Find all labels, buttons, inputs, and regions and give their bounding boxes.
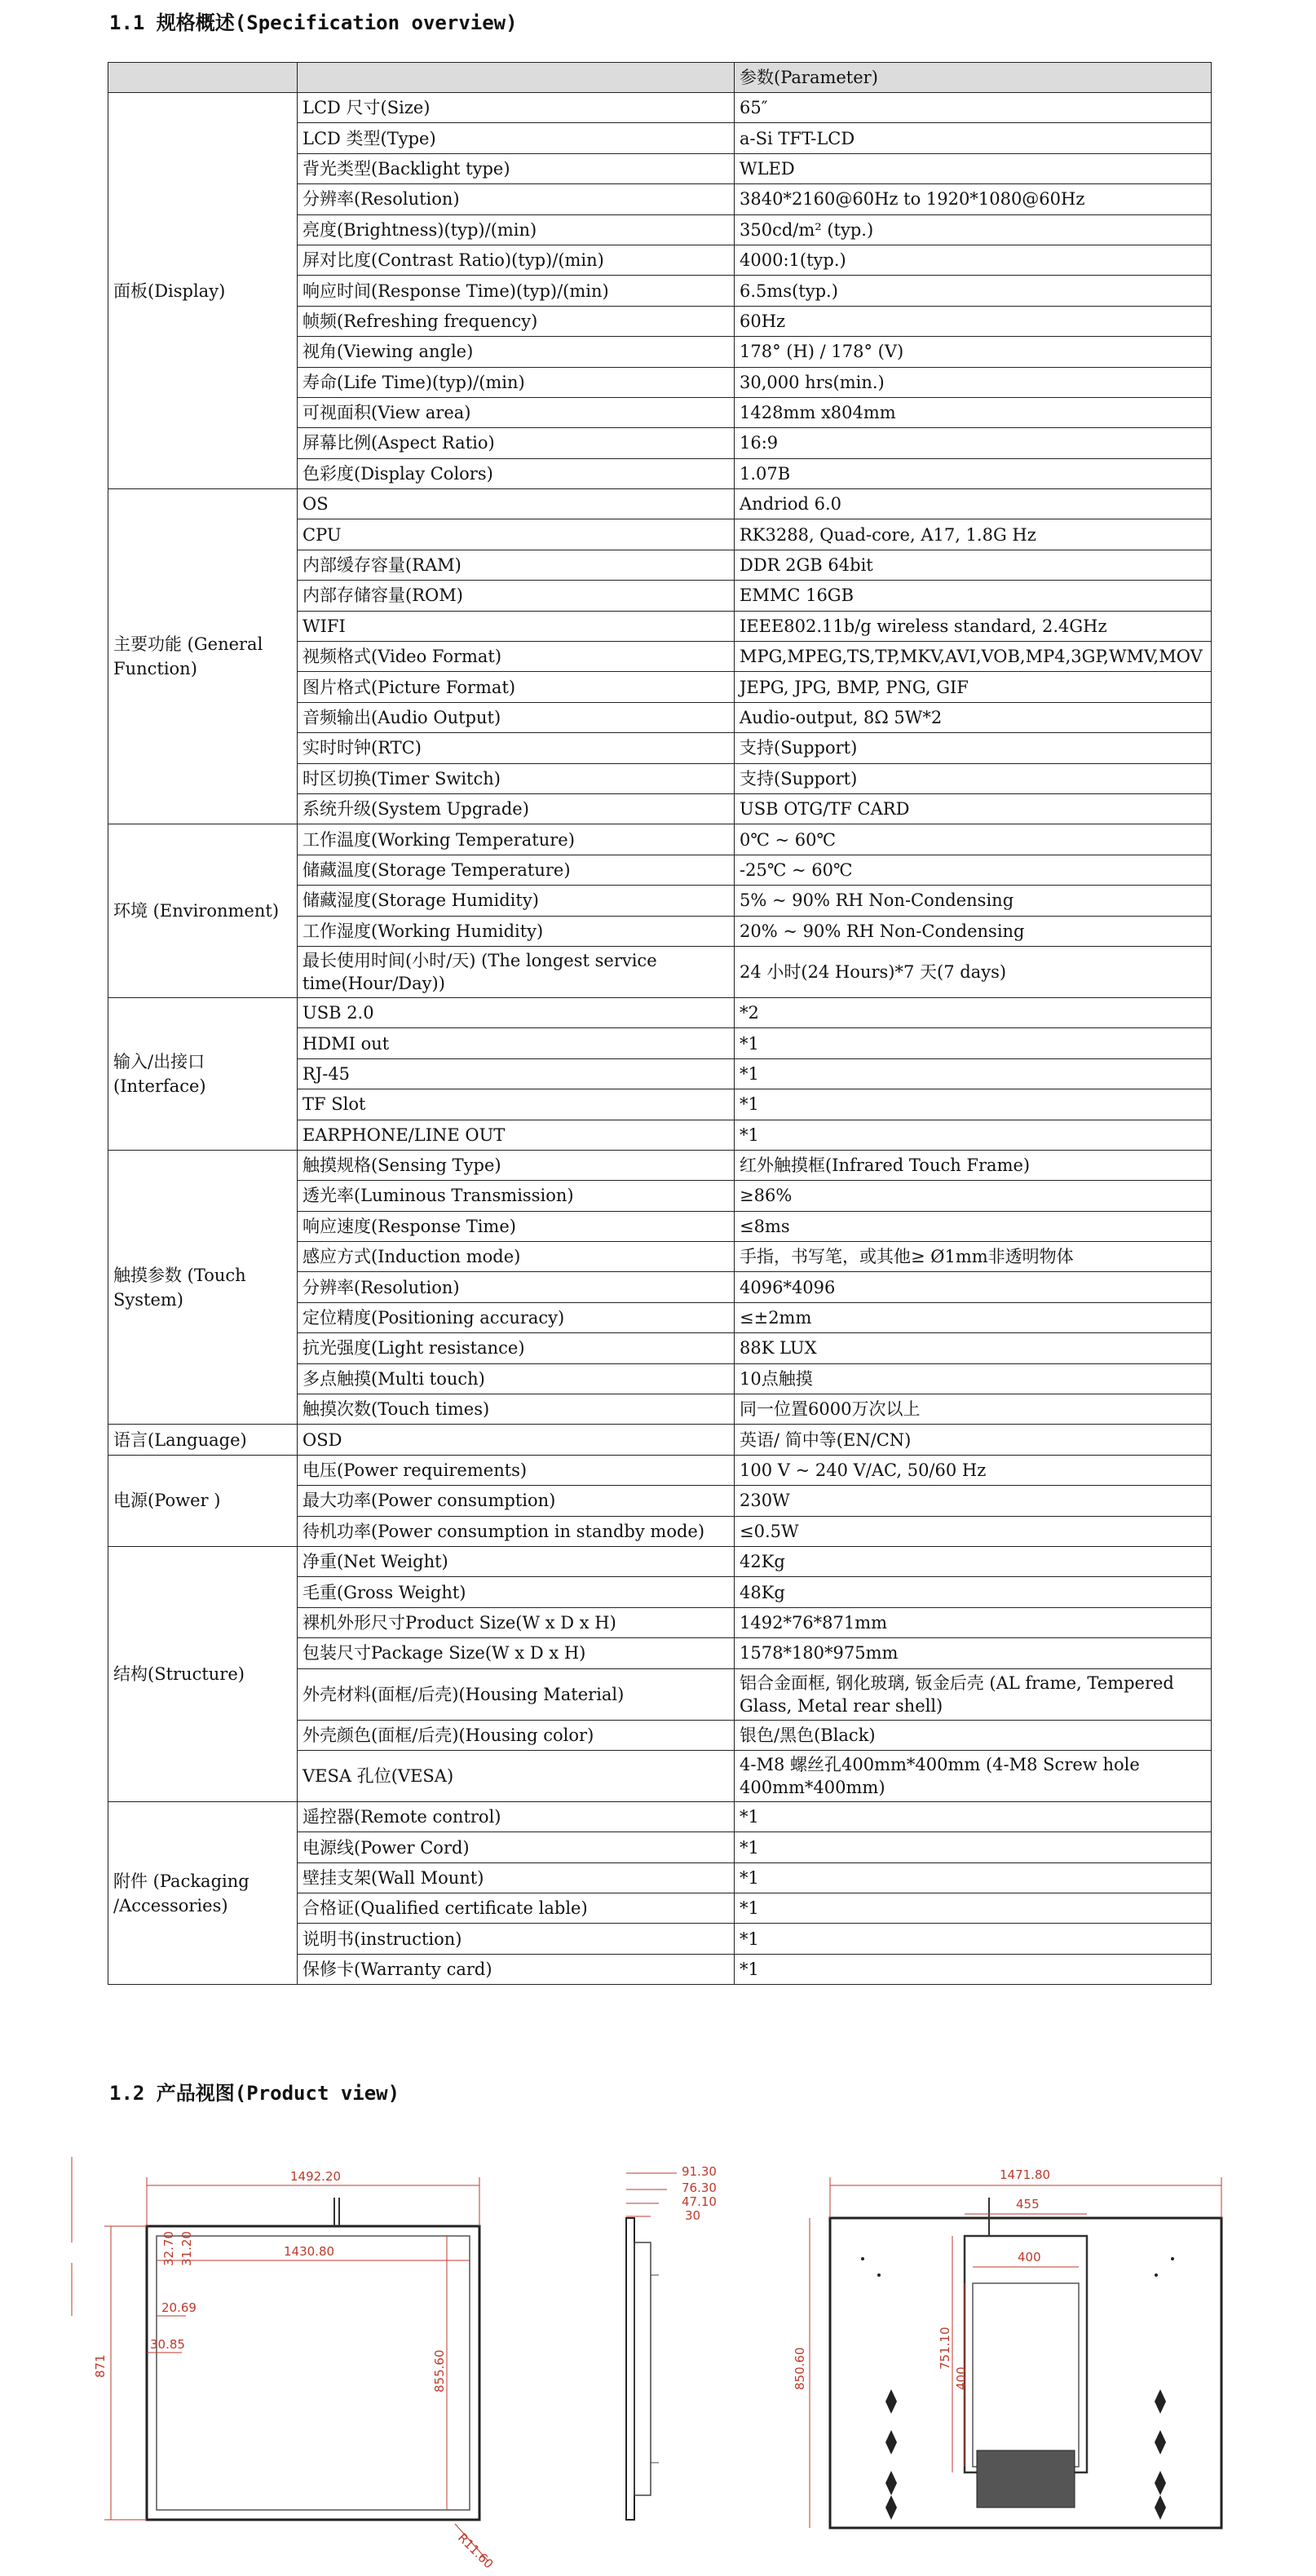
spec-item: 响应时间(Response Time)(typ)/(min) [298, 276, 735, 306]
spec-item: 背光类型(Backlight type) [298, 153, 735, 183]
front-width-label: 1492.20 [290, 2169, 342, 2184]
spec-value: 英语/ 简中等(EN/CN) [735, 1425, 1212, 1455]
spec-category: 电源(Power ) [108, 1455, 298, 1546]
front-side2-label: 30.85 [150, 2337, 185, 2352]
spec-value: 0℃ ~ 60℃ [735, 824, 1212, 855]
spec-row [108, 93, 1212, 123]
spec-value: Audio-output, 8Ω 5W*2 [735, 702, 1212, 732]
spec-item: WIFI [298, 611, 735, 641]
spec-value: USB OTG/TF CARD [735, 793, 1212, 824]
spec-value: *2 [735, 997, 1212, 1027]
spec-value: 铝合金面框, 钢化玻璃, 钣金后壳 (AL frame, Tempered Glass, Metal rear shell) [735, 1668, 1212, 1720]
spec-value: 60Hz [735, 306, 1212, 336]
spec-item: 系统升级(System Upgrade) [298, 793, 735, 824]
spec-value: IEEE802.11b/g wireless standard, 2.4GHz [735, 611, 1212, 641]
spec-value: 65″ [735, 93, 1212, 123]
front-side1-label: 20.69 [161, 2300, 197, 2315]
spec-item: OSD [298, 1425, 735, 1455]
front-top1-label: 32.70 [161, 2231, 176, 2266]
spec-row [108, 1425, 1212, 1455]
back-view-drawing [793, 2167, 1221, 2528]
spec-value: ≤8ms [735, 1211, 1212, 1241]
spec-table [108, 62, 1212, 1985]
back-vesa-w-label: 400 [1018, 2250, 1041, 2264]
spec-category: 环境 (Environment) [108, 824, 298, 998]
spec-item: 抗光强度(Light resistance) [298, 1333, 735, 1363]
side-view-drawing [626, 2164, 717, 2520]
product-drawings [93, 2153, 1221, 2572]
spec-row [108, 824, 1212, 855]
spec-item: 内部缓存容量(RAM) [298, 550, 735, 580]
spec-item: 图片格式(Picture Format) [298, 672, 735, 702]
header-blank-1 [108, 63, 298, 93]
spec-item: 帧频(Refreshing frequency) [298, 306, 735, 336]
spec-item: 待机功率(Power consumption in standby mode) [298, 1516, 735, 1546]
spec-value: 支持(Support) [735, 733, 1212, 763]
front-view-drawing [93, 2169, 497, 2571]
spec-value: EMMC 16GB [735, 581, 1212, 611]
spec-value: 20% ~ 90% RH Non-Condensing [735, 916, 1212, 946]
back-width-label: 1471.80 [1000, 2167, 1051, 2182]
spec-value: 42Kg [735, 1546, 1212, 1576]
spec-item: 亮度(Brightness)(typ)/(min) [298, 214, 735, 245]
spec-item: OS [298, 489, 735, 519]
spec-item: 可视面积(View area) [298, 397, 735, 427]
spec-value: JEPG, JPG, BMP, PNG, GIF [735, 672, 1212, 702]
spec-item: 储藏湿度(Storage Humidity) [298, 886, 735, 916]
spec-item: 寿命(Life Time)(typ)/(min) [298, 367, 735, 397]
spec-category: 附件 (Packaging /Accessories) [108, 1801, 298, 1984]
spec-value: 支持(Support) [735, 763, 1212, 793]
spec-item: 分辨率(Resolution) [298, 1272, 735, 1302]
spec-item: 包装尺寸Package Size(W x D x H) [298, 1638, 735, 1668]
spec-value: MPG,MPEG,TS,TP,MKV,AVI,VOB,MP4,3GP,WMV,MOV [735, 642, 1212, 672]
front-top2-label: 31.20 [179, 2231, 194, 2266]
spec-value: *1 [735, 1058, 1212, 1089]
spec-item: 最长使用时间(小时/天) (The longest service time(Hour/Day)) [298, 946, 735, 997]
spec-item: 储藏温度(Storage Temperature) [298, 855, 735, 885]
spec-value: 48Kg [735, 1577, 1212, 1607]
spec-value: 350cd/m² (typ.) [735, 214, 1212, 245]
spec-value: 4-M8 螺丝孔400mm*400mm (4-M8 Screw hole 400mm*400mm) [735, 1750, 1212, 1801]
spec-item: LCD 尺寸(Size) [298, 93, 735, 123]
spec-value: 1.07B [735, 458, 1212, 488]
spec-value: 16:9 [735, 428, 1212, 458]
spec-item: RJ-45 [298, 1058, 735, 1089]
spec-value: WLED [735, 153, 1212, 183]
spec-item: 透光率(Luminous Transmission) [298, 1181, 735, 1211]
spec-item: 合格证(Qualified certificate lable) [298, 1893, 735, 1924]
spec-item: 外壳颜色(面框/后壳)(Housing color) [298, 1720, 735, 1750]
front-corner-label: R11.60 [455, 2530, 497, 2572]
spec-value: 1578*180*975mm [735, 1638, 1212, 1668]
spec-item: 触摸规格(Sensing Type) [298, 1150, 735, 1180]
spec-item: 分辨率(Resolution) [298, 184, 735, 214]
spec-item: HDMI out [298, 1028, 735, 1058]
back-height-label: 850.60 [793, 2347, 807, 2390]
spec-value: 5% ~ 90% RH Non-Condensing [735, 886, 1212, 916]
spec-item: 裸机外形尺寸Product Size(W x D x H) [298, 1607, 735, 1637]
spec-row [108, 1455, 1212, 1485]
spec-item: VESA 孔位(VESA) [298, 1750, 735, 1801]
spec-item: 外壳材料(面框/后壳)(Housing Material) [298, 1668, 735, 1720]
spec-item: 感应方式(Induction mode) [298, 1242, 735, 1272]
spec-value: ≤0.5W [735, 1516, 1212, 1546]
spec-value: *1 [735, 1089, 1212, 1120]
spec-item: 内部存储容量(ROM) [298, 581, 735, 611]
spec-item: 定位精度(Positioning accuracy) [298, 1302, 735, 1332]
spec-category: 语言(Language) [108, 1425, 298, 1455]
spec-value: 88K LUX [735, 1333, 1212, 1363]
spec-category: 触摸参数 (Touch System) [108, 1150, 298, 1425]
spec-value: 178° (H) / 178° (V) [735, 337, 1212, 367]
spec-item: 工作温度(Working Temperature) [298, 824, 735, 855]
spec-item: 工作湿度(Working Humidity) [298, 916, 735, 946]
spec-item: LCD 类型(Type) [298, 123, 735, 153]
front-inner-height-label: 855.60 [432, 2349, 447, 2393]
section-title-product-view: 1.2 产品视图(Product view) [109, 2082, 400, 2105]
spec-item: CPU [298, 519, 735, 550]
spec-item: 音频输出(Audio Output) [298, 702, 735, 732]
spec-item: 屏幕比例(Aspect Ratio) [298, 428, 735, 458]
spec-item: 响应速度(Response Time) [298, 1211, 735, 1241]
side-d3-label: 47.10 [682, 2194, 717, 2209]
spec-category: 结构(Structure) [108, 1546, 298, 1801]
spec-item: 触摸次数(Touch times) [298, 1394, 735, 1425]
spec-row [108, 1801, 1212, 1831]
spec-value: 30,000 hrs(min.) [735, 367, 1212, 397]
spec-value: 1492*76*871mm [735, 1607, 1212, 1637]
spec-category: 输入/出接口 (Interface) [108, 997, 298, 1150]
spec-value: 银色/黑色(Black) [735, 1720, 1212, 1750]
header-parameter: 参数(Parameter) [735, 63, 1212, 93]
spec-value: Andriod 6.0 [735, 489, 1212, 519]
side-d1-label: 91.30 [682, 2164, 717, 2179]
spec-item: 保修卡(Warranty card) [298, 1954, 735, 1984]
spec-value: 24 小时(24 Hours)*7 天(7 days) [735, 946, 1212, 997]
spec-value: *1 [735, 1862, 1212, 1893]
spec-item: EARPHONE/LINE OUT [298, 1120, 735, 1150]
spec-value: 230W [735, 1486, 1212, 1516]
side-d4-label: 30 [685, 2208, 701, 2223]
spec-item: USB 2.0 [298, 997, 735, 1027]
spec-value: 红外触摸框(Infrared Touch Frame) [735, 1150, 1212, 1180]
spec-value: 10点触摸 [735, 1363, 1212, 1394]
spec-item: 色彩度(Display Colors) [298, 458, 735, 488]
front-height-label: 871 [93, 2354, 108, 2378]
spec-item: 最大功率(Power consumption) [298, 1486, 735, 1516]
spec-item: 实时时钟(RTC) [298, 733, 735, 763]
spec-value: -25℃ ~ 60℃ [735, 855, 1212, 885]
spec-item: 壁挂支架(Wall Mount) [298, 1862, 735, 1893]
spec-row [108, 1546, 1212, 1576]
spec-row [108, 1150, 1212, 1180]
spec-item: 视角(Viewing angle) [298, 337, 735, 367]
spec-item: 多点触摸(Multi touch) [298, 1363, 735, 1394]
spec-value: ≥86% [735, 1181, 1212, 1211]
spec-value: *1 [735, 1924, 1212, 1954]
side-d2-label: 76.30 [682, 2181, 717, 2195]
spec-item: 毛重(Gross Weight) [298, 1577, 735, 1607]
spec-value: DDR 2GB 64bit [735, 550, 1212, 580]
spec-value: *1 [735, 1120, 1212, 1150]
spec-item: 视频格式(Video Format) [298, 642, 735, 672]
spec-item: 电源线(Power Cord) [298, 1832, 735, 1862]
spec-value: 100 V ~ 240 V/AC, 50/60 Hz [735, 1455, 1212, 1485]
spec-value: 4000:1(typ.) [735, 245, 1212, 275]
spec-item: 净重(Net Weight) [298, 1546, 735, 1576]
spec-item: 屏对比度(Contrast Ratio)(typ)/(min) [298, 245, 735, 275]
spec-value: 同一位置6000万次以上 [735, 1394, 1212, 1425]
spec-item: TF Slot [298, 1089, 735, 1120]
spec-item: 遥控器(Remote control) [298, 1801, 735, 1831]
spec-value: a-Si TFT-LCD [735, 123, 1212, 153]
front-inner-width-label: 1430.80 [284, 2244, 335, 2259]
back-inner-h-label: 751.10 [938, 2326, 952, 2370]
spec-header-row [108, 63, 1212, 93]
section-title-spec: 1.1 规格概述(Specification overview) [109, 11, 518, 34]
spec-value: *1 [735, 1028, 1212, 1058]
spec-category: 主要功能 (General Function) [108, 489, 298, 824]
spec-value: RK3288, Quad-core, A17, 1.8G Hz [735, 519, 1212, 550]
spec-item: 说明书(instruction) [298, 1924, 735, 1954]
spec-value: 手指，书写笔，或其他≥ Ø1mm非透明物体 [735, 1242, 1212, 1272]
spec-value: *1 [735, 1801, 1212, 1831]
spec-item: 时区切换(Timer Switch) [298, 763, 735, 793]
spec-value: *1 [735, 1893, 1212, 1924]
spec-value: 1428mm x804mm [735, 397, 1212, 427]
spec-row [108, 489, 1212, 519]
back-span-label: 455 [1016, 2197, 1040, 2211]
spec-value: *1 [735, 1954, 1212, 1984]
header-blank-2 [298, 63, 735, 93]
back-vesa-h-label: 400 [954, 2366, 969, 2390]
spec-value: 6.5ms(typ.) [735, 276, 1212, 306]
spec-value: 4096*4096 [735, 1272, 1212, 1302]
spec-value: *1 [735, 1832, 1212, 1862]
spec-category: 面板(Display) [108, 93, 298, 489]
spec-value: 3840*2160@60Hz to 1920*1080@60Hz [735, 184, 1212, 214]
spec-item: 电压(Power requirements) [298, 1455, 735, 1485]
spec-value: ≤±2mm [735, 1302, 1212, 1332]
spec-row [108, 997, 1212, 1027]
